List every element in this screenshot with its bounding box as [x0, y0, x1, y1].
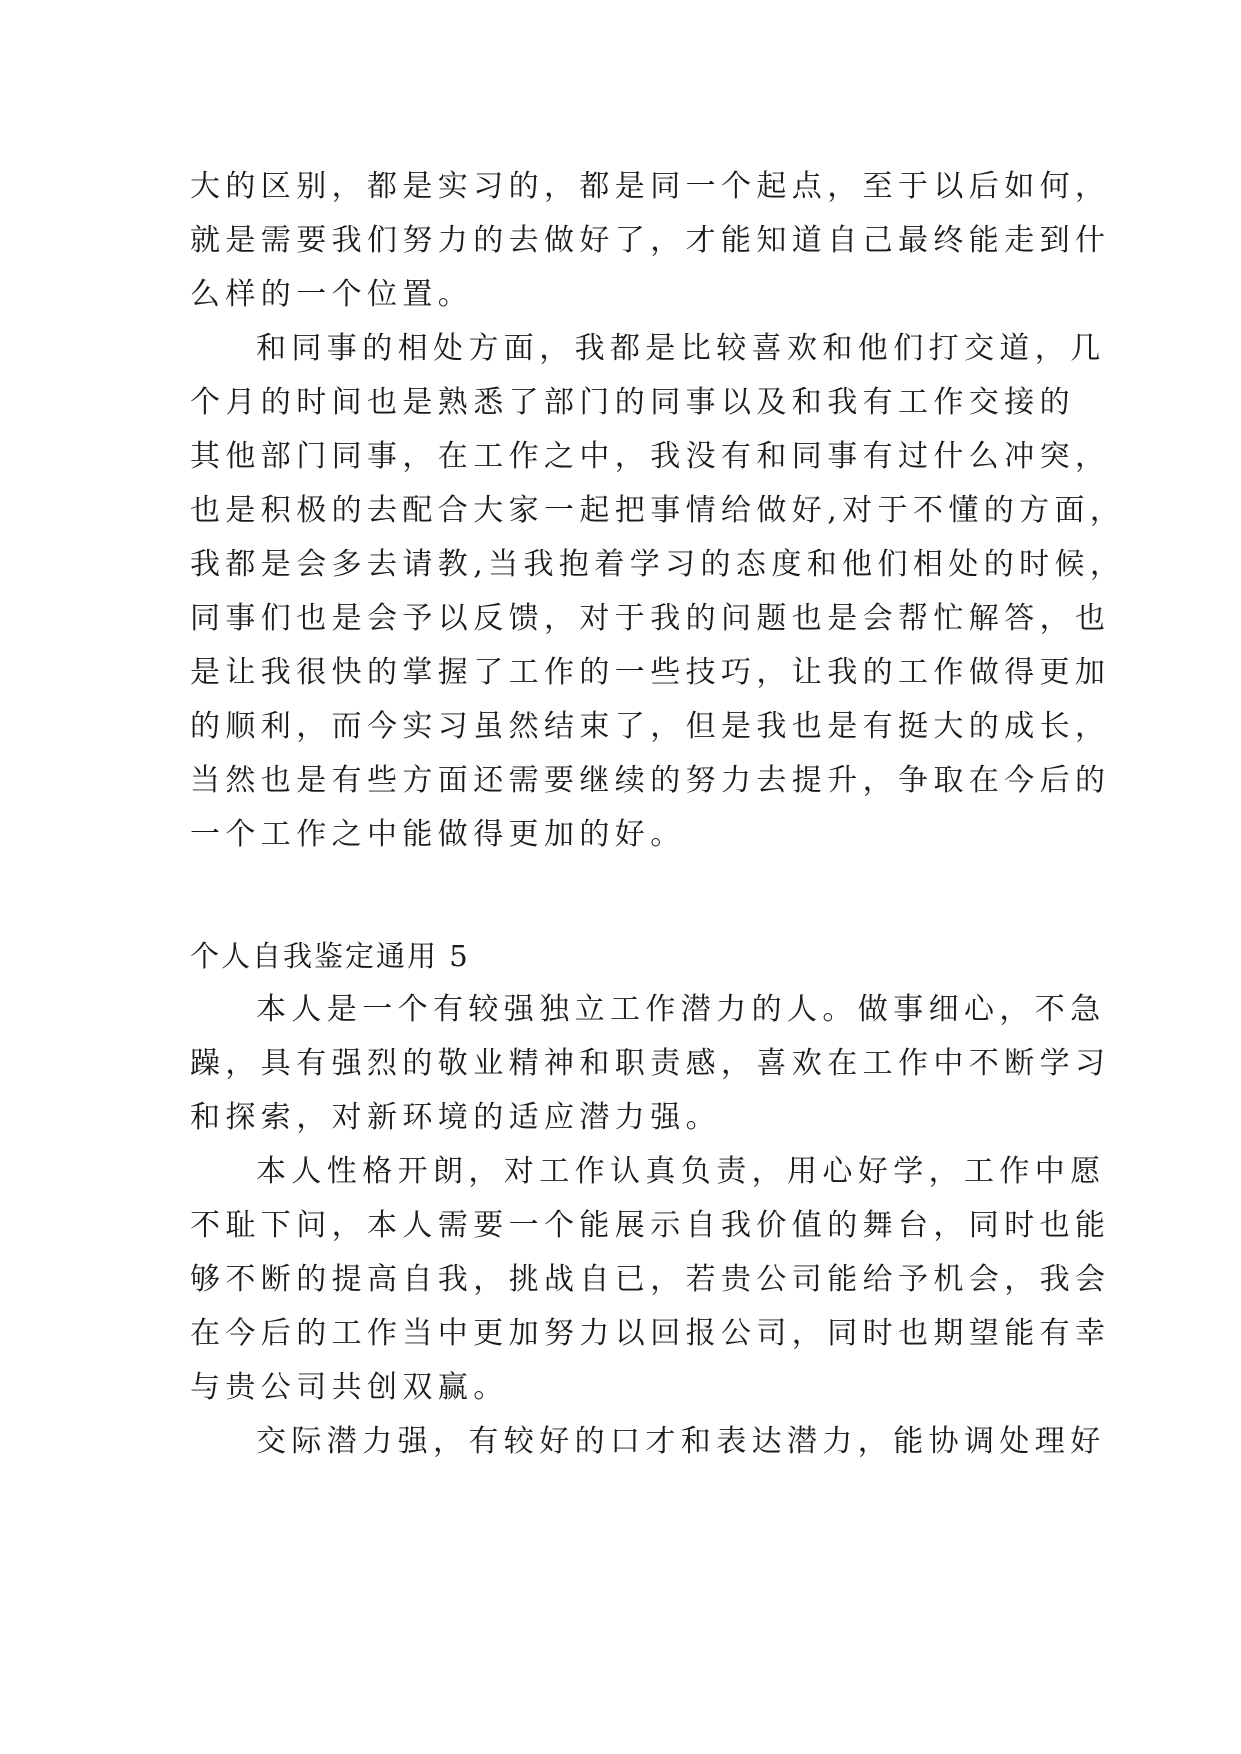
text-line: 与贵公司共创双赢。	[190, 1370, 509, 1405]
text-line: 够不断的提高自我，挑战自已，若贵公司能给予机会，我会	[190, 1262, 1111, 1297]
text-line: 和同事的相处方面，我都是比较喜欢和他们打交道，几	[256, 331, 1106, 366]
text-line: 同事们也是会予以反馈，对于我的问题也是会帮忙解答，也	[190, 601, 1111, 636]
text-line: 一个工作之中能做得更加的好。	[190, 817, 686, 852]
text-line: 么样的一个位置。	[190, 277, 474, 312]
text-line: 我都是会多去请教,当我抱着学习的态度和他们相处的时候，	[190, 547, 1126, 582]
text-line: 的顺利，而今实习虽然结束了，但是我也是有挺大的成长，	[190, 709, 1111, 744]
text-line: 和探索，对新环境的适应潜力强。	[190, 1100, 721, 1135]
text-line: 大的区别，都是实习的，都是同一个起点，至于以后如何，	[190, 169, 1111, 204]
paragraph-4	[190, 1145, 1111, 1415]
section-title: 个人自我鉴定通用 5	[190, 939, 470, 973]
document-page	[190, 160, 1126, 1469]
text-line: 本人性格开朗，对工作认真负责，用心好学，工作中愿	[256, 1154, 1106, 1189]
text-line: 个月的时间也是熟悉了部门的同事以及和我有工作交接的	[190, 385, 1075, 420]
text-line: 交际潜力强，有较好的口才和表达潜力，能协调处理好	[256, 1424, 1106, 1459]
text-line: 在今后的工作当中更加努力以回报公司，同时也期望能有幸	[190, 1316, 1111, 1351]
paragraph-1	[190, 160, 1111, 322]
text-line: 也是积极的去配合大家一起把事情给做好,对于不懂的方面，	[190, 493, 1126, 528]
text-line: 躁，具有强烈的敬业精神和职责感，喜欢在工作中不断学习	[190, 1046, 1111, 1081]
text-line: 本人是一个有较强独立工作潜力的人。做事细心，不急	[256, 992, 1106, 1027]
paragraph-5	[190, 1415, 1106, 1469]
text-line: 当然也是有些方面还需要继续的努力去提升，争取在今后的	[190, 763, 1111, 798]
text-line: 其他部门同事，在工作之中，我没有和同事有过什么冲突，	[190, 439, 1111, 474]
paragraph-3	[190, 983, 1111, 1145]
text-line: 就是需要我们努力的去做好了，才能知道自己最终能走到什	[190, 223, 1111, 258]
text-line: 不耻下问，本人需要一个能展示自我价值的舞台，同时也能	[190, 1208, 1111, 1243]
paragraph-2	[190, 322, 1126, 862]
text-line: 是让我很快的掌握了工作的一些技巧，让我的工作做得更加	[190, 655, 1111, 690]
